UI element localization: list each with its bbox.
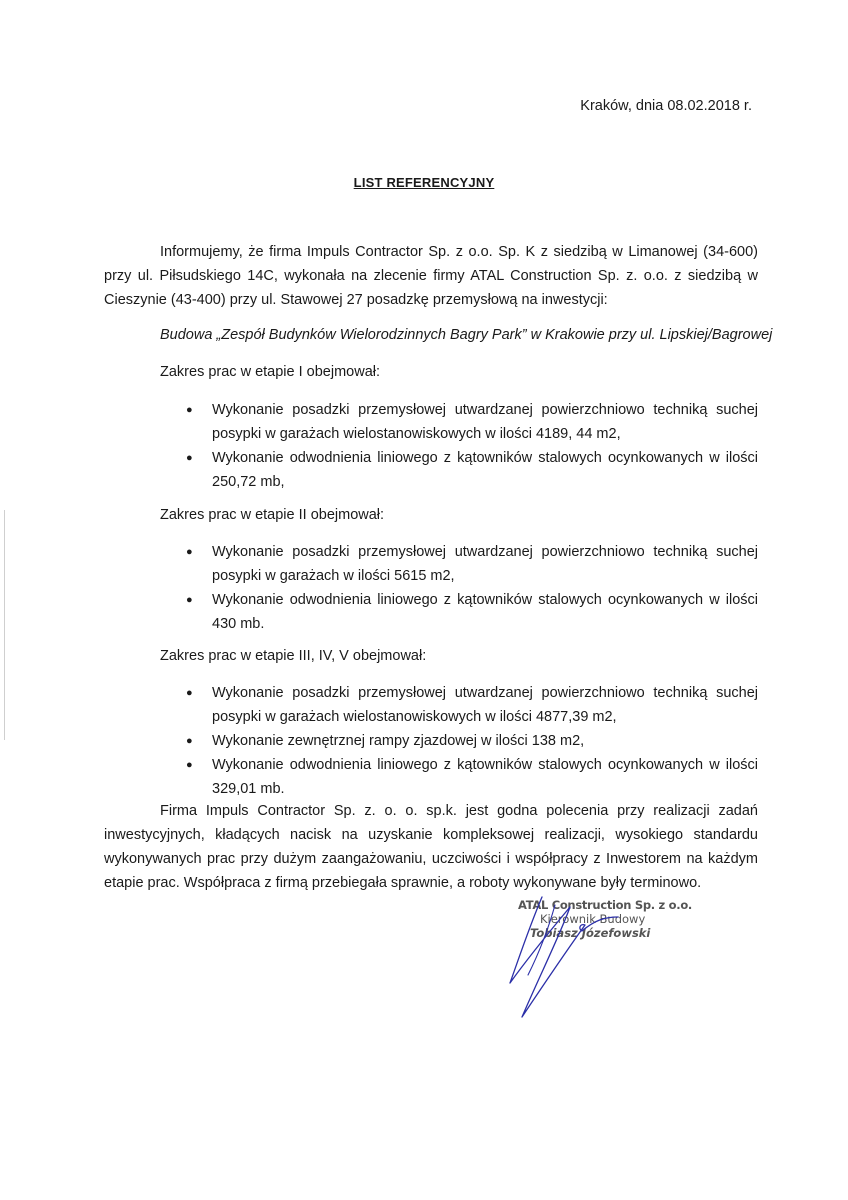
list-item: ● Wykonanie zewnętrznej rampy zjazdowej w ilości 138 m2, — [160, 729, 758, 753]
bullet-icon: ● — [186, 759, 193, 771]
scan-edge-line — [4, 510, 5, 740]
bullet-icon: ● — [186, 735, 193, 747]
closing-text: Firma Impuls Contractor Sp. z. o. o. sp.k. jest godna polecenia przy realizacji zadań inwestycyjnych, kładących nacisk na uzyskanie kompleksowej realizacji, wysokiego standardu wykonywanych prac przy dużym zaangażowaniu, uczciwości i współpracy z Inwestorem na każdym etapie prac. Współpraca z firmą przebiegała sprawnie, a roboty wykonywane były terminowo. — [104, 803, 758, 891]
closing-paragraph — [104, 799, 758, 895]
stamp-company: ATAL Construction Sp. z o.o. — [518, 898, 692, 912]
list-item: ● Wykonanie odwodnienia liniowego z kątowników stalowych ocynkowanych w ilości 329,01 mb. — [160, 753, 758, 801]
stage-1-heading: Zakres prac w etapie I obejmował: — [160, 364, 381, 380]
stamp-name: Tobiasz Józefowski — [530, 926, 651, 940]
place-date: Kraków, dnia 08.02.2018 r. — [580, 98, 752, 114]
bullet-icon: ● — [186, 594, 193, 606]
handwritten-signature-icon — [500, 895, 660, 1025]
list-item: ● Wykonanie odwodnienia liniowego z kątowników stalowych ocynkowanych w ilości 250,72 mb, — [160, 446, 758, 494]
document-title: LIST REFERENCYJNY — [353, 175, 495, 190]
stage-2-heading: Zakres prac w etapie II obejmował: — [160, 507, 385, 523]
stamp-role: Kierownik Budowy — [540, 912, 646, 926]
list-item: ● Wykonanie posadzki przemysłowej utwardzanej powierzchniowo techniką suchej posypki w garażach wielostanowiskowych w ilości 4877,39 m2, — [160, 681, 758, 729]
list-item: ● Wykonanie odwodnienia liniowego z kątowników stalowych ocynkowanych w ilości 430 mb. — [160, 588, 758, 636]
bullet-icon: ● — [186, 546, 193, 558]
stage-1-list — [160, 398, 758, 494]
bullet-icon: ● — [186, 404, 193, 416]
stage-3-5-heading: Zakres prac w etapie III, IV, V obejmował: — [160, 648, 427, 664]
stage-3-5-list — [160, 681, 758, 801]
list-item: ● Wykonanie posadzki przemysłowej utwardzanej powierzchniowo techniką suchej posypki w garażach w ilości 5615 m2, — [160, 540, 758, 588]
stage-2-list — [160, 540, 758, 636]
bullet-icon: ● — [186, 687, 193, 699]
bullet-icon: ● — [186, 452, 193, 464]
intro-text: Informujemy, że firma Impuls Contractor Sp. z o.o. Sp. K z siedzibą w Limanowej (34-600) przy ul. Piłsudskiego 14C, wykonała na zlecenie firmy ATAL Construction Sp. z. o.o. z siedzibą w Cieszynie (43-400) przy ul. Stawowej 27 posadzkę przemysłową na inwestycji: — [104, 244, 758, 308]
intro-paragraph — [104, 240, 758, 312]
list-item: ● Wykonanie posadzki przemysłowej utwardzanej powierzchniowo techniką suchej posypki w garażach wielostanowiskowych w ilości 4189, 44 m2, — [160, 398, 758, 446]
investment-name: Budowa „Zespół Budynków Wielorodzinnych Bagry Park” w Krakowie przy ul. Lipskiej/Bagrowej — [160, 327, 773, 343]
